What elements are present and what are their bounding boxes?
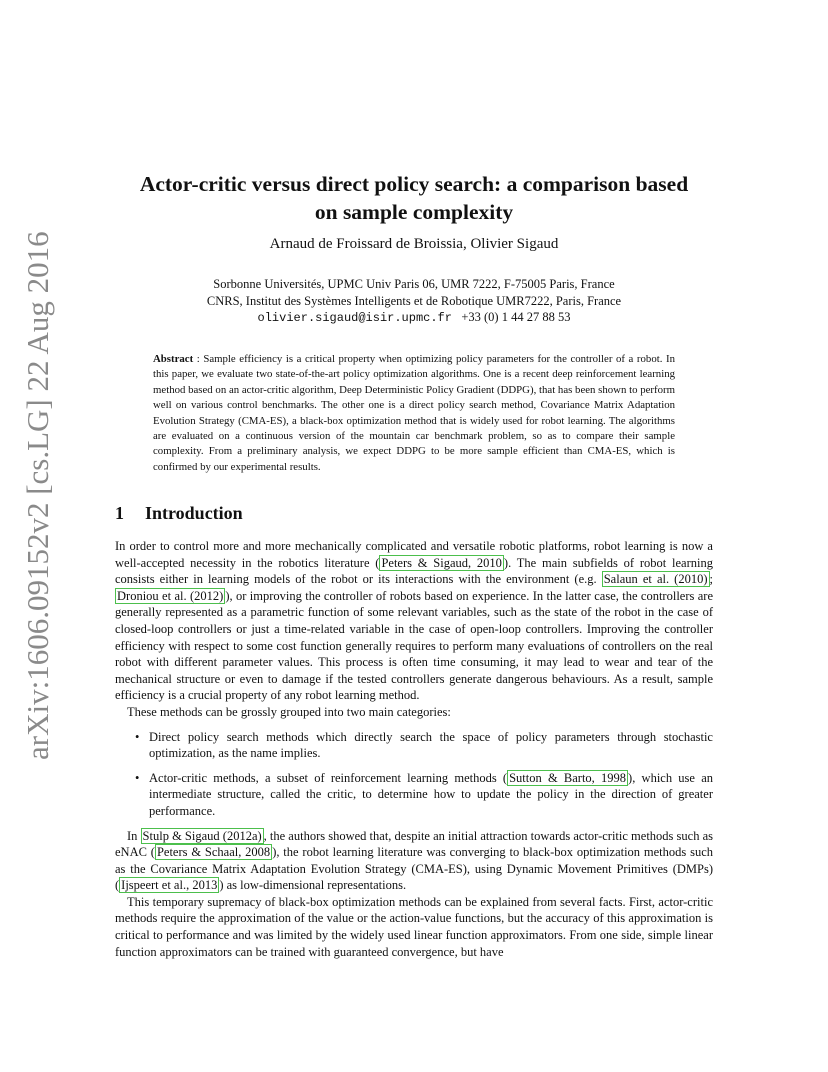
paragraph: These methods can be grossly grouped into two main categories: [127, 704, 451, 719]
email-link[interactable]: olivier.sigaud@isir.upmc.fr [257, 311, 452, 325]
text-span: ), or improving the controller of robots based on experience. In the latter case, the controllers are generally represented as a parametric function of some relevant variables, such as the state of the robot in the case of closed-loop controllers or just a time-related variable in the case of open-loop controllers. Improving the controller efficiency with respect to some cost function generally requires to perform many evaluations of controllers on the real robot with different parameter values. This process is often time consuming, it may lead to wear and tear of the mechanical structure or even to damage if the tested controllers generate dangerous behaviours. As a result, sample efficiency is a crucial property of any robot learning method. [115, 588, 714, 703]
citation-link[interactable]: Peters & Schaal, 2008 [156, 845, 271, 860]
paragraph: This temporary supremacy of black-box optimization methods can be explained from several facts. First, actor-critic methods require the approximation of the value or the action-value functions, but the accuracy of this approximation is critical to performance and was limited by the widely used linear function approximators. From one side, simple linear function approximators can be trained with guaranteed convergence, but have [115, 894, 713, 959]
bullet-list [115, 729, 713, 820]
bullet-icon: • [135, 770, 140, 785]
abstract-text: : Sample efficiency is a critical property when optimizing policy parameters for the controller of a robot. In this paper, we evaluate two state-of-the-art policy optimization algorithms. One is a recent deep reinforcement learning method based on an actor-critic algorithm, Deep Deterministic Policy Gradient (DDPG), that has been shown to perform well on various control benchmarks. The other one is a direct policy search method, Covariance Matrix Adaptation Evolution Strategy (CMA-ES), a black-box optimization method that is widely used for robot learning. The algorithms are evaluated on a continuous version of the mountain car benchmark problem, so as to compare their sample complexity. From a preliminary analysis, we expect DDPG to be more sample efficient than CMA-ES, which is confirmed by our experimental results. [153, 353, 675, 473]
text-span: ) as low-dimensional representations. [219, 878, 407, 893]
text-span: ; [709, 572, 713, 587]
contact-line [100, 309, 728, 327]
title-line-1: Actor-critic versus direct policy search: a comparison based [139, 172, 689, 196]
section-heading [115, 503, 243, 524]
paragraph [115, 538, 713, 704]
phone-number: +33 (0) 1 44 27 88 53 [461, 310, 571, 324]
citation-link[interactable]: Salaun et al. (2010) [603, 572, 708, 587]
text-span: , the authors showed that, despite an initial attraction towards actor-critic methods such as eNAC ( [115, 828, 713, 860]
text-span: ), the robot learning literature was converging to black-box optimization methods such as the Covariance Matrix Adaptation Evolution Strategy (CMA-ES), using Dynamic Movement Primitives (DMPs) ( [115, 845, 714, 893]
text-span: ), which use an intermediate structure, called the critic, to determine how to update the policy in the direction of greater performance. [149, 770, 713, 818]
text-span: In [127, 828, 141, 843]
authors: Arnaud de Froissard de Broissia, Olivier Sigaud [269, 236, 559, 252]
paper-title [100, 170, 728, 226]
title-line-2: on sample complexity [314, 200, 514, 224]
list-item [115, 770, 713, 820]
citation-link[interactable]: Ijspeert et al., 2013 [121, 878, 218, 893]
abstract-label: Abstract [153, 353, 194, 365]
citation-link[interactable]: Sutton & Barto, 1998 [509, 770, 627, 785]
affiliation-1: Sorbonne Universités, UPMC Univ Paris 06, UMR 7222, F-75005 Paris, France [213, 277, 615, 291]
section-number: 1 [115, 503, 124, 523]
text-span: Actor-critic methods, a subset of reinforcement learning methods ( [149, 770, 508, 785]
text-span: ). The main subfields of robot learning consists either in learning models of the robot or its interactions with the environment (e.g. [115, 555, 713, 587]
citation-link[interactable]: Peters & Sigaud, 2010 [381, 555, 502, 570]
text-span: In order to control more and more mechanically complicated and versatile robotic platforms, robot learning is now a well-accepted necessity in the robotics literature ( [115, 539, 713, 570]
citation-link[interactable]: Stulp & Sigaud (2012a) [142, 828, 262, 843]
bullet-icon: • [135, 729, 140, 744]
arxiv-identifier: arXiv:1606.09152v2 [cs.LG] 22 Aug 2016 [20, 231, 55, 760]
section-title: Introduction [145, 503, 243, 523]
affiliation-2: CNRS, Institut des Systèmes Intelligents et de Robotique UMR7222, Paris, France [206, 293, 622, 308]
list-item [115, 729, 713, 762]
affiliations [100, 276, 728, 327]
introduction-body [115, 538, 713, 960]
text-span: Direct policy search methods which directly search the space of policy parameters through stochastic optimization, as the name implies. [149, 729, 713, 761]
citation-link[interactable]: Droniou et al. (2012) [117, 588, 224, 603]
abstract [153, 352, 675, 475]
paragraph [115, 828, 713, 894]
